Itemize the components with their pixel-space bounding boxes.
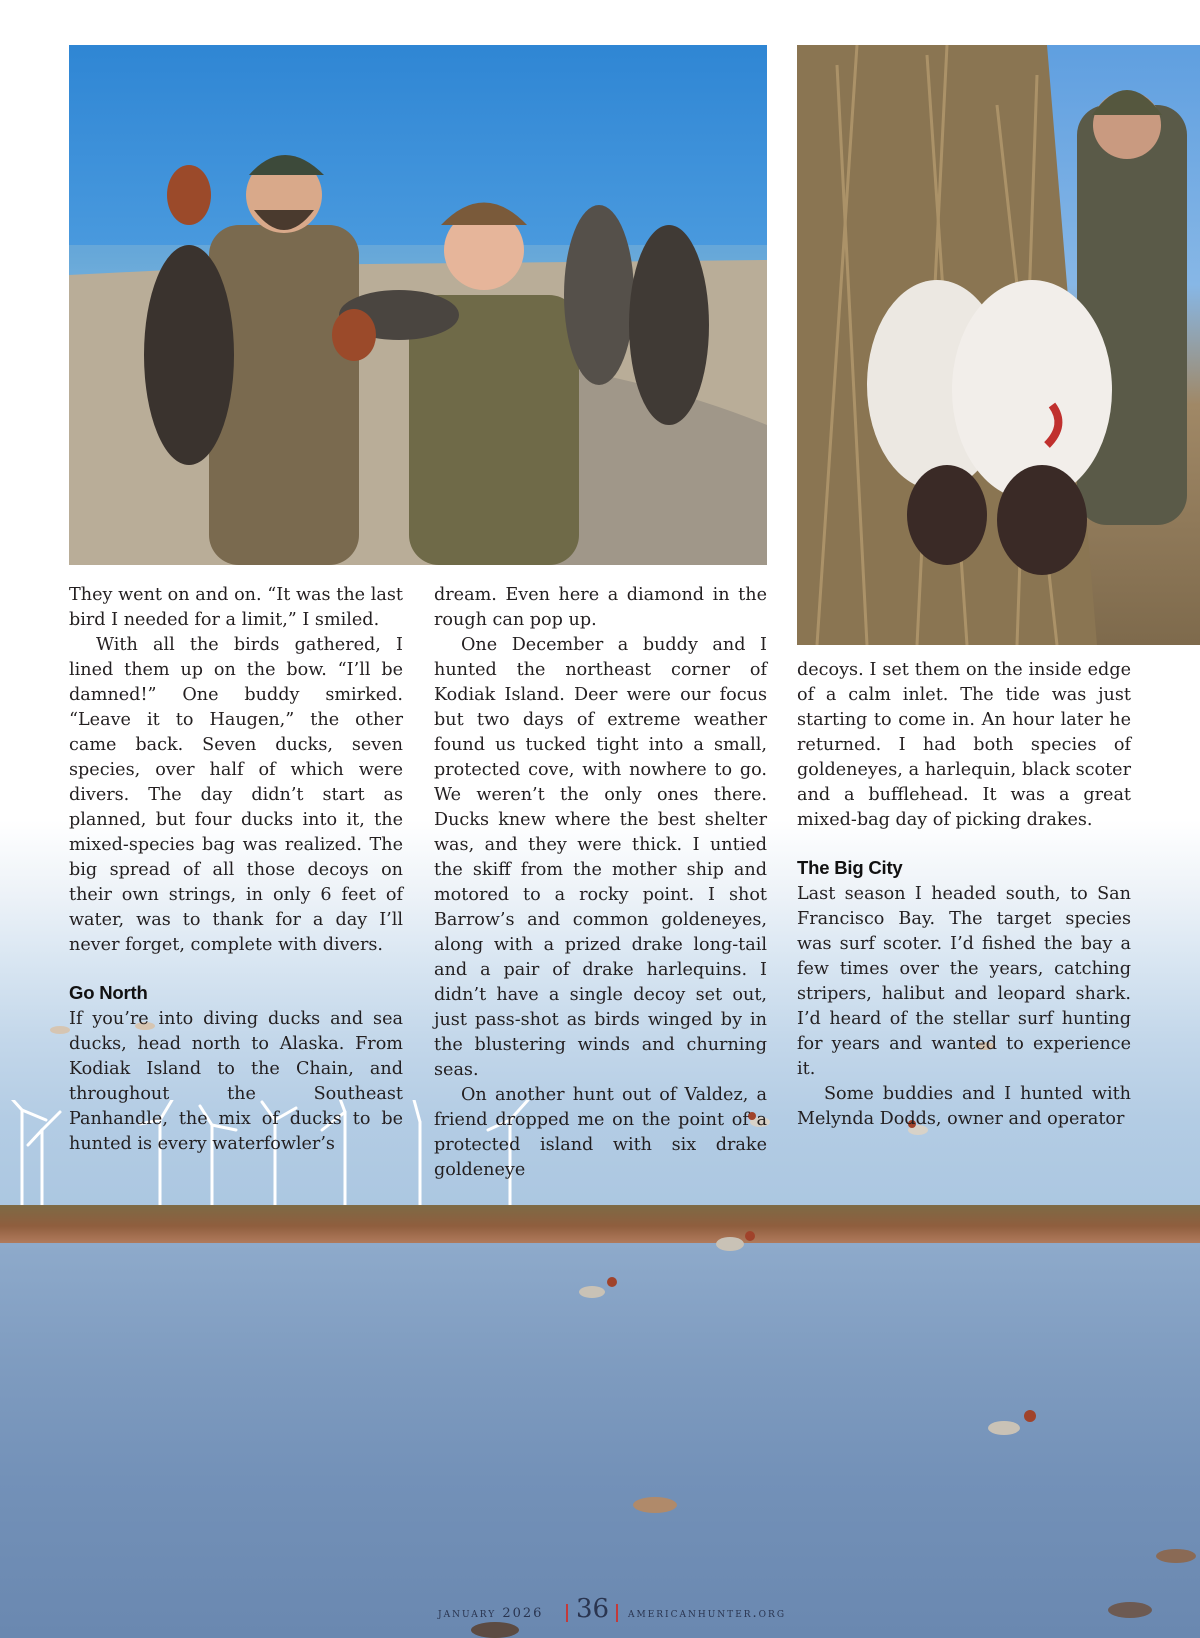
issue-date: january 2026 [438, 1606, 544, 1621]
article-column-1 [69, 583, 403, 1157]
section-heading-go-north: Go North [69, 982, 148, 1003]
photo-hunter-in-reeds-with-canvasbacks [797, 45, 1200, 645]
paragraph: If you’re into diving ducks and sea ducks, head north to Alaska. From Kodiak Island to the Chain, and throughout the Southeast Panhandle, the mix of ducks to be hunted is every waterfowler’s [69, 1009, 403, 1154]
paragraph: Last season I headed south, to San Francisco Bay. The target species was surf scoter. I’d fished the bay a few times over the years, catching stripers, halibut and leopard shark. I’d heard of the stellar surf hunting for years and wanted to experience it. [797, 884, 1131, 1079]
footer-divider [616, 1604, 618, 1622]
footer-divider [566, 1604, 568, 1622]
site-url: americanhunter.org [628, 1606, 787, 1621]
paragraph: On another hunt out of Valdez, a friend dropped me on the point of a protected island with six drake goldeneye [434, 1085, 767, 1180]
paragraph: Some buddies and I hunted with Melynda Dodds, owner and operator [797, 1084, 1131, 1129]
paragraph: They went on and on. “It was the last bird I needed for a limit,” I smiled. [69, 585, 403, 630]
paragraph: dream. Even here a diamond in the rough can pop up. [434, 585, 767, 630]
section-heading-the-big-city: The Big City [797, 857, 903, 878]
paragraph: With all the birds gathered, I lined them up on the bow. “I’ll be damned!” One buddy smirked. “Leave it to Haugen,” the other came back. Seven ducks, seven species, over half of which were divers. The day didn’t start as planned, but four ducks into it, the mixed-species bag was realized. The big spread of all those decoys on their own strings, in only 6 feet of water, was to thank for a day I’ll never forget, complete with divers. [69, 635, 403, 955]
article-column-2 [434, 583, 767, 1183]
article-column-3 [797, 658, 1131, 1132]
paragraph: decoys. I set them on the inside edge of a calm inlet. The tide was just starting to come in. An hour later he returned. I had both species of goldeneyes, a harlequin, black scoter and a bufflehead. It was a great mixed-bag day of picking drakes. [797, 660, 1131, 830]
page-number: 36 [576, 1594, 610, 1624]
paragraph: One December a buddy and I hunted the northeast corner of Kodiak Island. Deer were our focus but two days of extreme weather found us tucked tight into a small, protected cove, with nowhere to go. We weren’t the only ones there. Ducks knew where the best shelter was, and they were thick. I untied the skiff from the mother ship and motored to a rocky point. I shot Barrow’s and common goldeneyes, along with a prized drake long-tail and a pair of drake harlequins. I didn’t have a single decoy set out, just pass-shot as birds winged by in the blustering winds and churning seas. [434, 635, 767, 1080]
photo-two-hunters-with-ducks [69, 45, 767, 565]
